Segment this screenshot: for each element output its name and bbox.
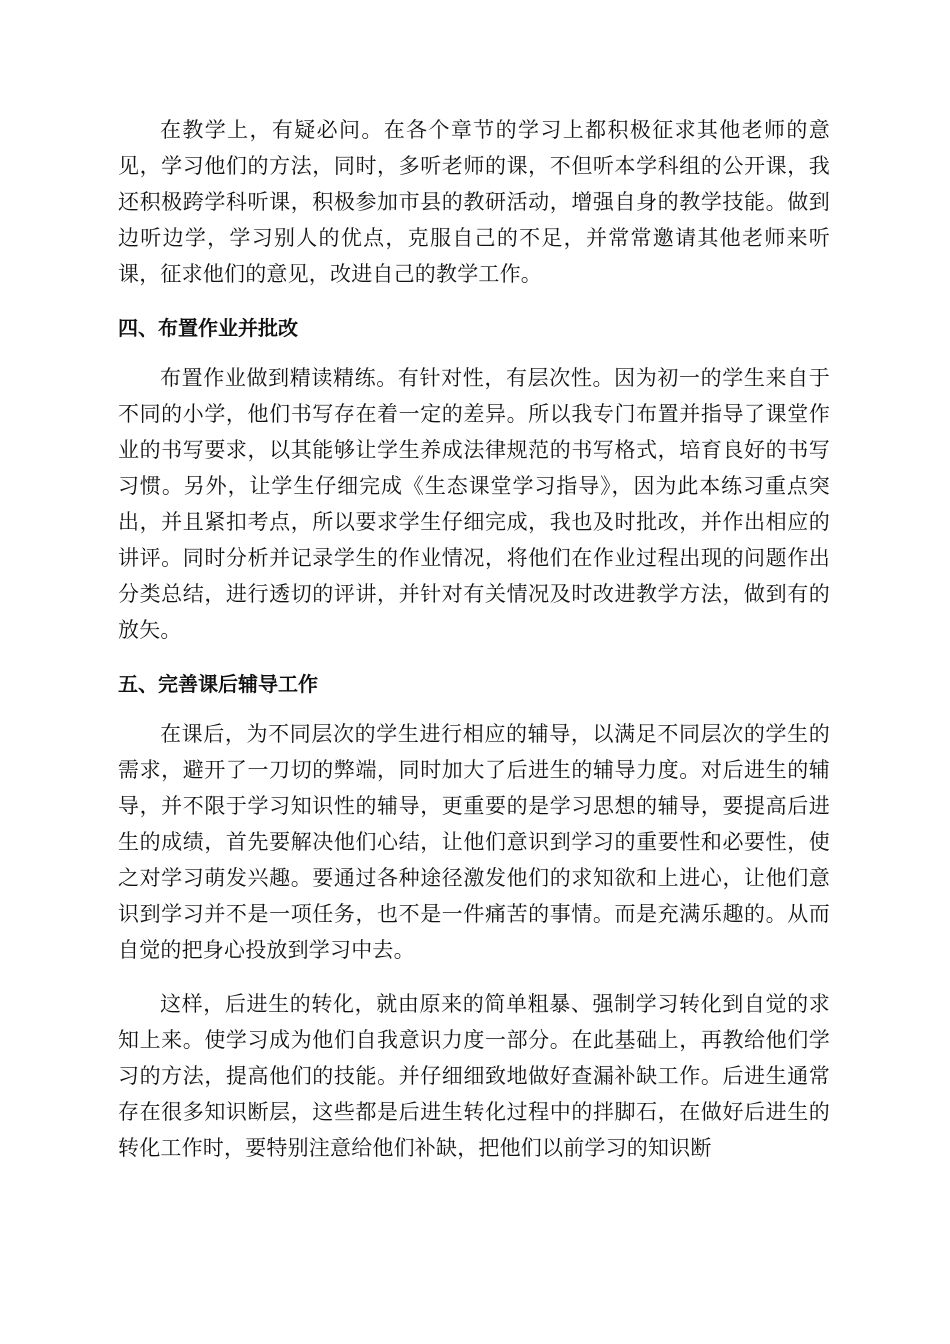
- spacer: [118, 648, 830, 666]
- spacer: [118, 968, 830, 986]
- section-heading-homework: 四、布置作业并批改: [118, 316, 298, 340]
- spacer: [118, 346, 830, 360]
- spacer: [118, 292, 830, 310]
- paragraph-homework: 布置作业做到精读精练。有针对性，有层次性。因为初一的学生来自于不同的小学，他们书写存在着一定的差异。所以我专门布置并指导了课堂作业的书写要求，以其能够让学生养成法律规范的书写格式，培育良好的书写习惯。另外，让学生仔细完成《生态课堂学习指导》，因为此本练习重点突出，并且紧扣考点，所以要求学生仔细完成，我也及时批改，并作出相应的讲评。同时分析并记录学生的作业情况，将他们在作业过程出现的问题作出分类总结，进行透切的评讲，并针对有关情况及时改进教学方法，做到有的放矢。: [118, 366, 830, 642]
- spacer: [118, 702, 830, 716]
- document-body: [118, 112, 830, 1166]
- paragraph-teaching-inquiry: 在教学上，有疑必问。在各个章节的学习上都积极征求其他老师的意见，学习他们的方法，同时，多听老师的课，不但听本学科组的公开课，我还积极跨学科听课，积极参加市县的教研活动，增强自身的教学技能。做到边听边学，学习别人的优点，克服自己的不足，并常常邀请其他老师来听课，征求他们的意见，改进自己的教学工作。: [118, 118, 830, 286]
- section-heading-tutoring: 五、完善课后辅导工作: [118, 672, 318, 696]
- paragraph-struggling-students: 这样，后进生的转化，就由原来的简单粗暴、强制学习转化到自觉的求知上来。使学习成为他们自我意识力度一部分。在此基础上，再教给他们学习的方法，提高他们的技能。并仔细细致地做好查漏补缺工作。后进生通常存在很多知识断层，这些都是后进生转化过程中的拌脚石，在做好后进生的转化工作时，要特别注意给他们补缺，把他们以前学习的知识断: [118, 992, 830, 1160]
- paragraph-tutoring: 在课后，为不同层次的学生进行相应的辅导，以满足不同层次的学生的需求，避开了一刀切的弊端，同时加大了后进生的辅导力度。对后进生的辅导，并不限于学习知识性的辅导，更重要的是学习思想的辅导，要提高后进生的成绩，首先要解决他们心结，让他们意识到学习的重要性和必要性，使之对学习萌发兴趣。要通过各种途径激发他们的求知欲和上进心，让他们意识到学习并不是一项任务，也不是一件痛苦的事情。而是充满乐趣的。从而自觉的把身心投放到学习中去。: [118, 722, 830, 962]
